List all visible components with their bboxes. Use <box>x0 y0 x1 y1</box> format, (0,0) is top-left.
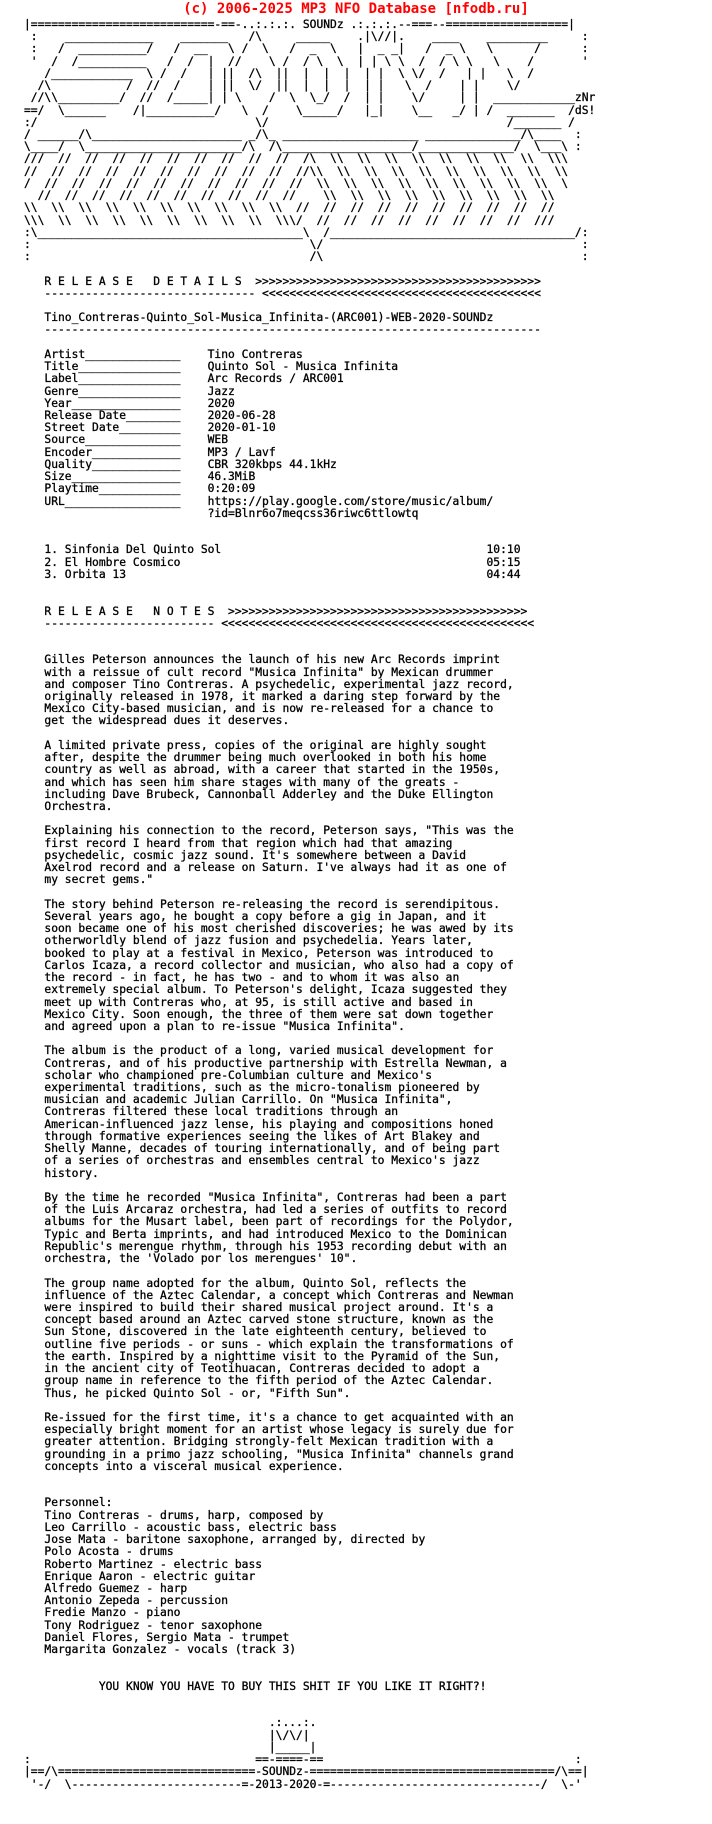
copyright-header: (c) 2006-2025 MP3 NFO Database [nfodb.ru] <box>183 1 529 17</box>
footer-ascii: : ==-====-== : |==/\=============================-SOUNDz-====================================/\==| '-/ \-------------------------=-2013-2020-=-------------------------------/ \-' <box>24 1753 589 1791</box>
nfo-body-text: R E L E A S E D E T A I L S >>>>>>>>>>>>>>>>>>>>>>>>>>>>>>>>>>>>>>>>>> ------------------------------- <<<<<<<<<<<<<<<<<<<<<<<<<<<<<<<<<<<<<<<<< Tino_Contreras-Quinto_Sol-Musica_Infinita-(ARC001)-WEB-2020-SOUNDz ------------------------------------------------------------------------- Artist______________ Tino Contreras Title_______________ Quinto Sol - Musica Infinita Label_______________ Arc Records / ARC001 Genre_______________ Jazz Year________________ 2020 Release Date________ 2020-06-28 Street Date_________ 2020-01-10 Source______________ WEB Encoder_____________ MP3 / Lavf Quality_____________ CBR 320kbps 44.1kHz Size________________ 46.3MiB Playtime____________ 0:20:09 URL_________________ https://play.google.com/store/music/album/ ?id=Blnr6o7meqcss36riwc6ttlowtq 1. Sinfonia Del Quinto Sol 10:10 2. El Hombre Cosmico 05:15 3. Orbita 13 04:44 R E L E A S E N O T E S >>>>>>>>>>>>>>>>>>>>>>>>>>>>>>>>>>>>>>>>>>>> ------------------------- <<<<<<<<<<<<<<<<<<<<<<<<<<<<<<<<<<<<<<<<<<<<<< Gilles Peterson announces the launch of his new Arc Records imprint with a reissue of cult record "Musica Infinita" by Mexican drummer and composer Tino Contreras. A psychedelic, experimental jazz record, originally released in 1978, it marked a daring step forward by the Mexico City-based musician, and is now re-released for a chance to get the widespread dues it deserves. A limited private press, copies of the original are highly sought after, despite the drummer being much overlooked in both his home country as well as abroad, with a career that started in the 1950s, and which has seen him share stages with many of the greats - including Dave Brubeck, Cannonball Adderley and the Duke Ellington Orchestra. Explaining his connection to the record, Peterson says, "This was the first record I heard from that region which had that amazing psychedelic, cosmic jazz sound. It's somewhere between a David Axelrod record and a release on Saturn. I've always had it as one of my secret gems." The story behind Peterson re-releasing the record is serendipitous. Several years ago, he bought a copy before a gig in Japan, and it soon became one of his most cherished discoveries; he was awed by its otherworldly blend of jazz fusion and psychedelia. Years later, booked to play at a festival in Mexico, Peterson was introduced to Carlos Icaza, a record collector and musician, who also had a copy of the record - in fact, he has two - and to whom it was also an extremely special album. To Peterson's delight, Icaza suggested they meet up with Contreras who, at 95, is still active and based in Mexico City. Soon enough, the three of them were sat down together and agreed upon a plan to re-issue "Musica Infinita". The album is the product of a long, varied musical development for Contreras, and of his productive partnership with Estrella Newman, a scholar who championed pre-Columbian culture and Mexico's experimental traditions, such as the micro-tonalism pioneered by musician and academic Julian Carrillo. On "Musica Infinita", Contreras filtered these local traditions through an American-influenced jazz lense, his playing and compositions honed through formative experiences seeing the likes of Art Blakey and Shelly Manne, decades of touring internationally, and of being part of a series of orchestras and ensembles central to Mexico's jazz history. By the time he recorded "Musica Infinita", Contreras had been a part of the Luis Arcaraz orchestra, had led a series of outfits to record albums for the Musart label, been part of recordings for the Polydor, Typic and Berta imprints, and had introduced Mexico to the Dominican Republic's merengue rhythm, through his 1953 recording debut with an orchestra, the 'Volado por los merengues' 10". The group name adopted for the album, Quinto Sol, reflects the influence of the Aztec Calendar, a concept which Contreras and Newman were inspired to build their shared musical project around. It's a concept based around an Aztec carved stone structure, known as the Sun Stone, discovered in the late eighteenth century, believed to outline five periods - or suns - which explain the transformations of the earth. Inspired by a nighttime visit to the Pyramid of the Sun, in the ancient city of Teotihuacan, Contreras decided to adopt a group name in reference to the fifth period of the Aztec Calendar. Thus, he picked Quinto Sol - or, "Fifth Sun". Re-issued for the first time, it's a chance to get acquainted with an especially bright moment for an artist whose legacy is surely due for greater attention. Bridging strongly-felt Mexican tradition with a grounding in a primo jazz schooling, "Musica Infinita" channels grand concepts into a visceral musical experience. Personnel: Tino Contreras - drums, harp, composed by Leo Carrillo - acoustic bass, electric bass Jose Mata - baritone saxophone, arranged by, directed by Polo Acosta - drums Roberto Martinez - electric bass Enrique Aaron - electric guitar Alfredo Guemez - harp Antonio Zepeda - percussion Fredie Manzo - piano Tony Rodriguez - tenor saxophone Daniel Flores, Sergio Mata - trumpet Margarita Gonzalez - vocals (track 3) YOU KNOW YOU HAVE TO BUY THIS SHIT IF YOU LIKE IT RIGHT?! .:...:. |\/\/| |_____| <box>44 274 541 1754</box>
soundz-logo-ascii: |===========================-==-..:.:.:. SOUNDz .:.:.:.--===--==================| : _____________ _______ /\ _____ .|\//|. ____ _________ : : / __________/ / __ \ / \ / _ \ | _ _| / _ \ \ / : ' / /__________ / / | // \ / / \ \ | | \ \ / / \ \ \ / ' /____________ \ / / | || /\ || | | | | | \ \/ / | | \ / /\ / // / | || \/ || | | | | | \ / | | \/ //\\_________/ // /_____| | \ / \ \_/ / | | \/ | | ____________zNr ==/ \______ /|__________/ \ / \_____/ |_| \__ _/ | / _______ /dS! :/ \/ /_______ / / ______/\______________________ _/\_ ____________________ ______________/\____ : \____/ \_______________________/\ /\___________________/______________/ \___\ : <box>24 18 596 154</box>
ornament-divider-ascii: /// // // // // // // // // // /\ \\ \\ \\ \\ \\ \\ \\ \\ \\\ // // // // // // // // // // //\\ \\ \\ \\ \\ \\ \\ \\ \\ \\ / // // // // // // // // // // \\ \\ \\ \\ \\ \\ \\ \\ \\ \ // // // // // // // // // // \\ \\ \\ \\ \\ \\ \\ \\ \\ \\ \\ \\ \\ \\ \\ \\ \\ \\ \\ // // // // // // // // // // \\\ \\ \\ \\ \\ \\ \\ \\ \\ \\\/ // // // // // // // // /// :\_______________________________________\ /____________________________________/: : \/ : : /\ : <box>24 152 589 264</box>
